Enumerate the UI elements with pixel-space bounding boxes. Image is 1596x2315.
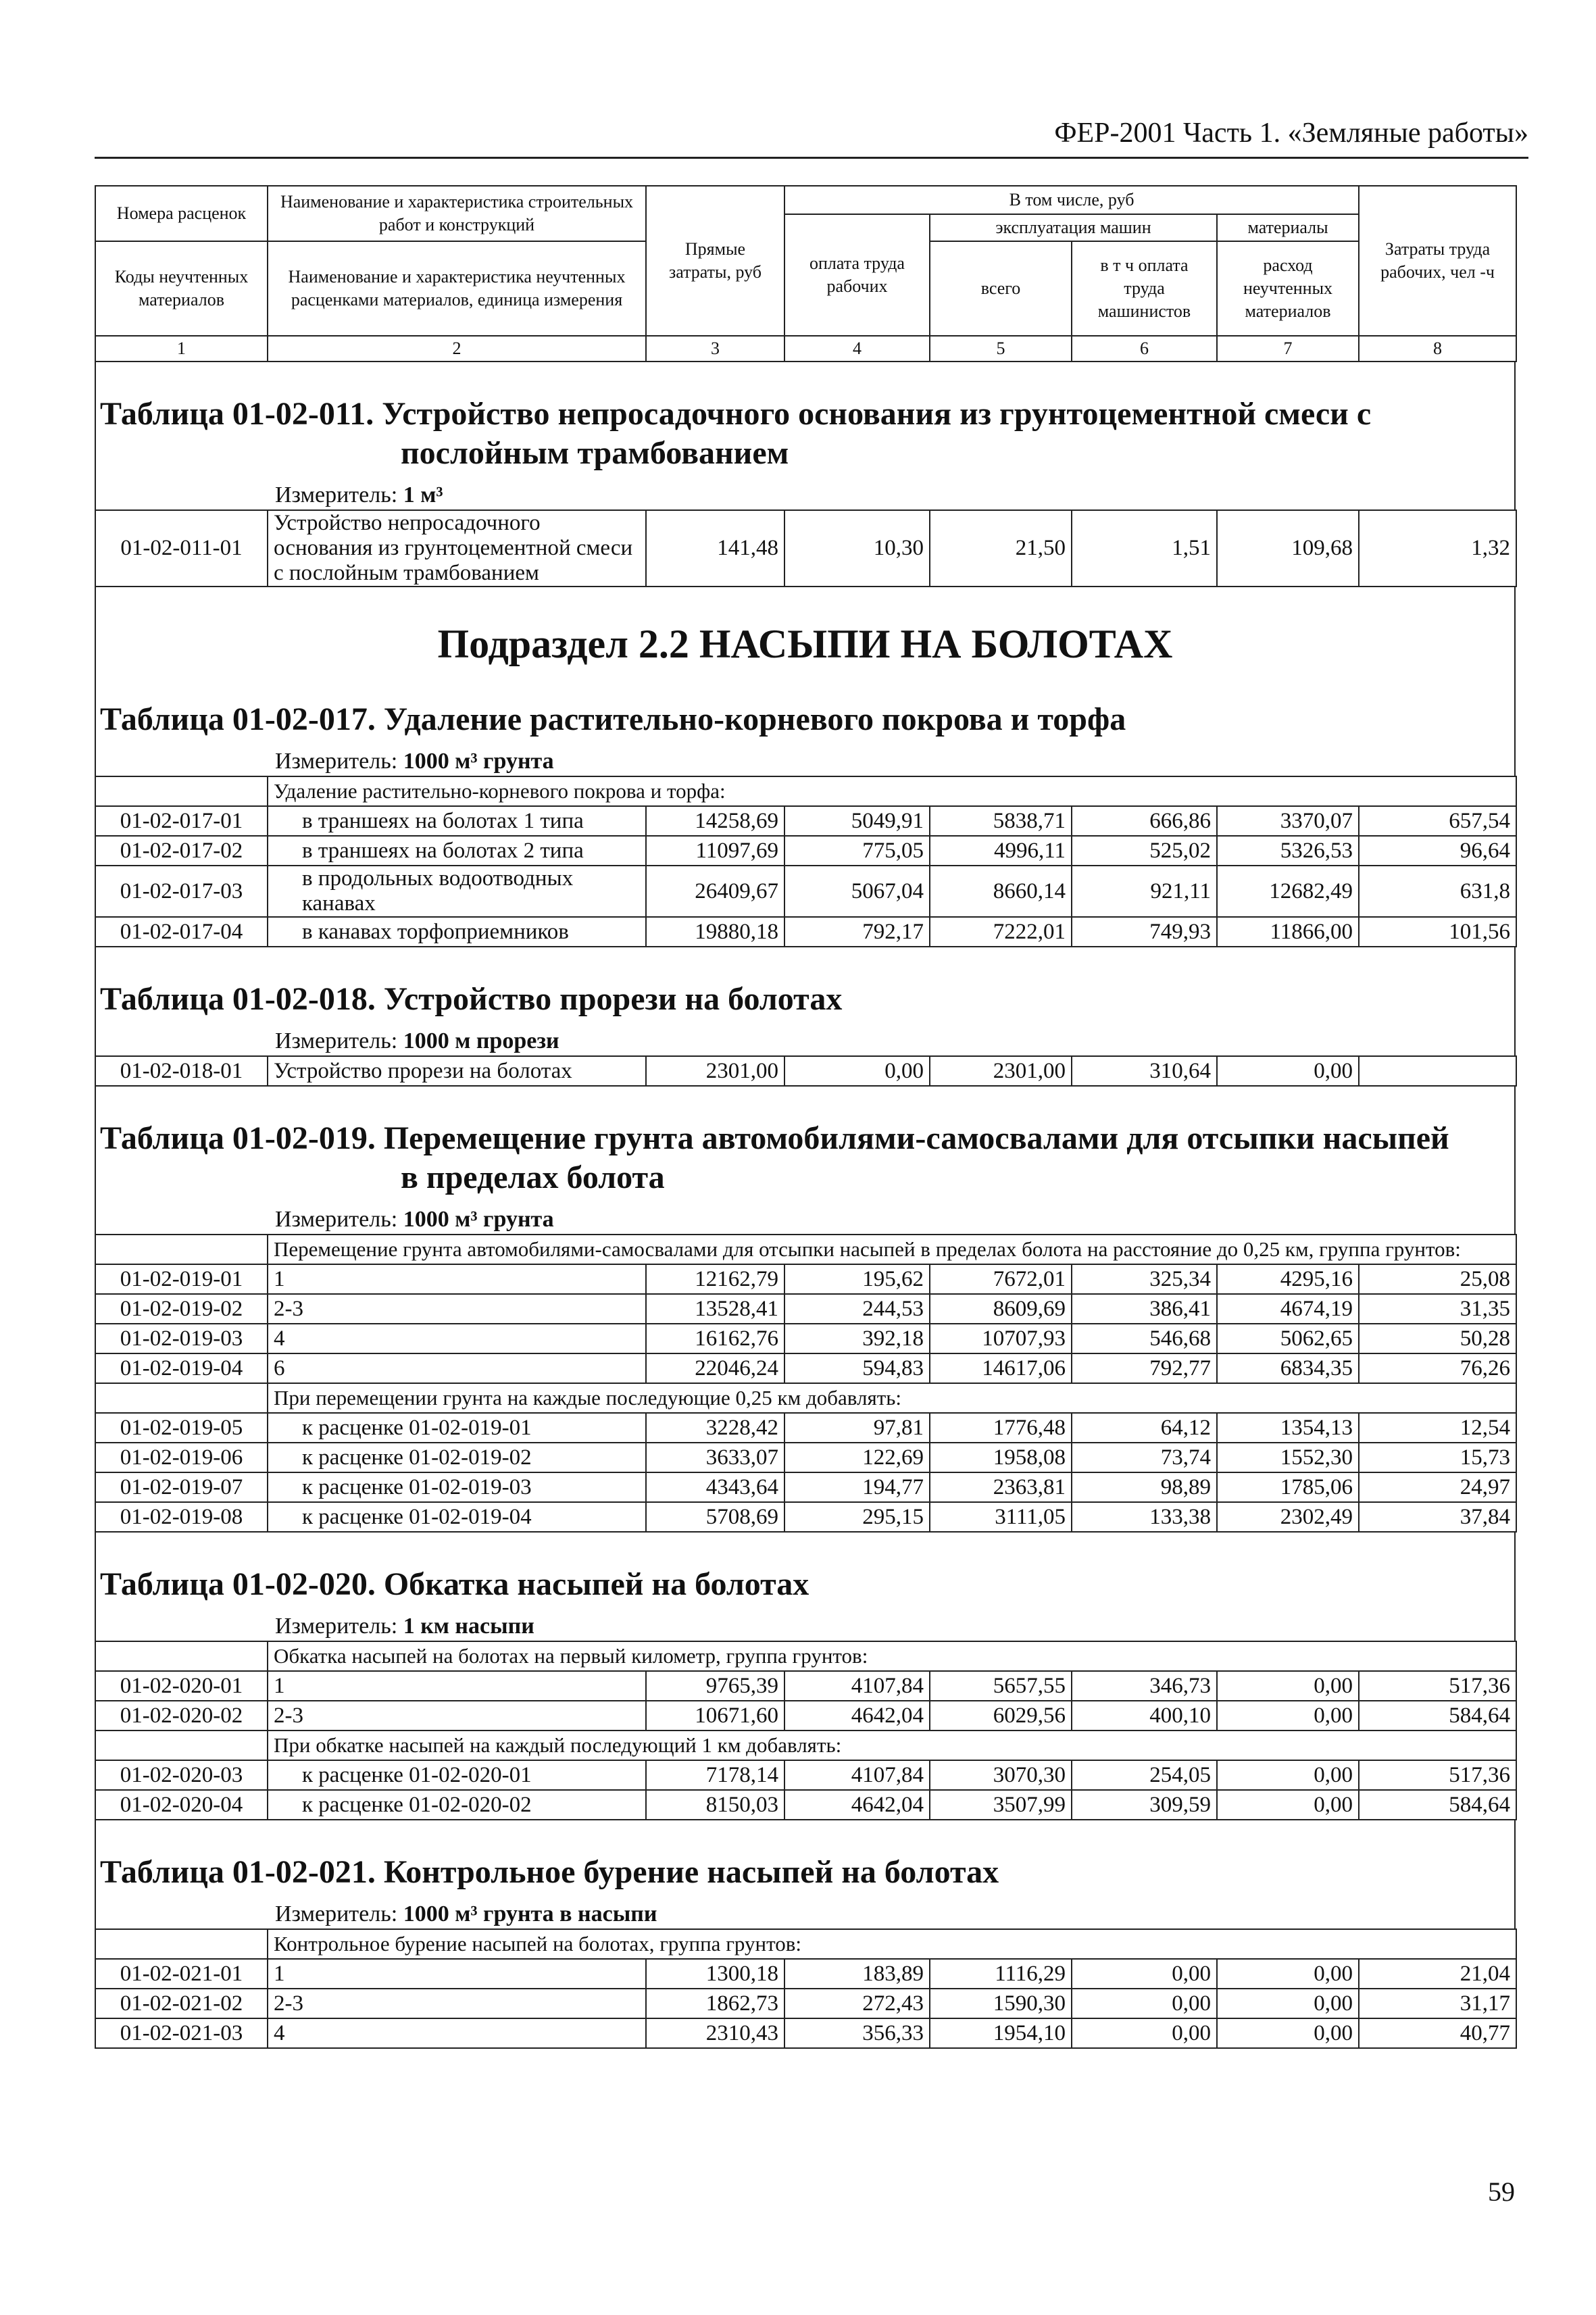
- cost-value: 346,73: [1072, 1671, 1217, 1701]
- work-name: 2-3: [268, 1701, 646, 1731]
- cost-value: 4107,84: [784, 1671, 930, 1701]
- group-title: Перемещение грунта автомобилями-самосвалами для отсыпки насыпей в пределах болота на расстояние до 0,25 км, группа грунтов:: [268, 1235, 1516, 1264]
- cost-value: 1,51: [1072, 510, 1217, 587]
- cost-value: 7178,14: [646, 1760, 784, 1790]
- cost-value: 97,81: [784, 1413, 930, 1443]
- work-name: к расценке 01-02-019-01: [268, 1413, 646, 1443]
- cost-value: 4343,64: [646, 1472, 784, 1502]
- measure-unit: Измеритель: 1000 м прорези: [275, 1028, 559, 1053]
- cost-value: 2301,00: [646, 1056, 784, 1086]
- col4-header: оплата труда рабочих: [784, 214, 930, 336]
- cost-value: 133,38: [1072, 1502, 1217, 1532]
- cost-value: 4107,84: [784, 1760, 930, 1790]
- col2-bottom-header: Наименование и характеристика неучтенных расценками материалов, единица измерения: [268, 241, 646, 336]
- col-number: 8: [1359, 336, 1516, 362]
- rate-code: 01-02-019-04: [95, 1353, 268, 1383]
- cost-value: 98,89: [1072, 1472, 1217, 1502]
- group-title: Контрольное бурение насыпей на болотах, группа грунтов:: [268, 1929, 1516, 1959]
- measure-unit: Измеритель: 1 м³: [275, 482, 443, 507]
- cost-value: 517,36: [1359, 1760, 1516, 1790]
- cost-value: 1785,06: [1217, 1472, 1359, 1502]
- group-row: [95, 1731, 1516, 1760]
- cost-value: 1552,30: [1217, 1443, 1359, 1472]
- cost-value: 310,64: [1072, 1056, 1217, 1086]
- rate-code: 01-02-020-02: [95, 1701, 268, 1731]
- cost-value: 1590,30: [930, 1989, 1072, 2018]
- rates-table: [95, 509, 1517, 587]
- table-row: [95, 2018, 1516, 2048]
- cost-value: 8609,69: [930, 1294, 1072, 1324]
- rate-code: 01-02-019-08: [95, 1502, 268, 1532]
- cost-value: 14617,06: [930, 1353, 1072, 1383]
- cost-value: 0,00: [1217, 1790, 1359, 1820]
- work-name: 1: [268, 1959, 646, 1989]
- cost-value: 2363,81: [930, 1472, 1072, 1502]
- cost-value: 792,17: [784, 917, 930, 947]
- table-row: [95, 1671, 1516, 1701]
- group-row: [95, 1929, 1516, 1959]
- cost-value: 13528,41: [646, 1294, 784, 1324]
- measure-unit: Измеритель: 1000 м³ грунта: [275, 1207, 554, 1232]
- cost-value: 5049,91: [784, 806, 930, 836]
- col-number: 6: [1072, 336, 1217, 362]
- cost-value: 0,00: [1217, 1959, 1359, 1989]
- section-t017: [95, 668, 1516, 776]
- rate-code: 01-02-019-05: [95, 1413, 268, 1443]
- cost-value: 295,15: [784, 1502, 930, 1532]
- col-number: 2: [268, 336, 646, 362]
- cost-value: 0,00: [1072, 1959, 1217, 1989]
- cost-value: 194,77: [784, 1472, 930, 1502]
- work-name: к расценке 01-02-019-04: [268, 1502, 646, 1532]
- cost-value: 11866,00: [1217, 917, 1359, 947]
- cost-value: 0,00: [1072, 1989, 1217, 2018]
- group-row: [95, 1641, 1516, 1671]
- table-title: Таблица 01-02-019. Перемещение грунта автомобилями-самосвалами для отсыпки насыпей в пределах болота: [100, 1120, 1449, 1195]
- cost-value: 76,26: [1359, 1353, 1516, 1383]
- rate-code: 01-02-018-01: [95, 1056, 268, 1086]
- cost-value: 26409,67: [646, 866, 784, 917]
- col-number: 4: [784, 336, 930, 362]
- rates-table: [95, 1234, 1517, 1533]
- work-name: в траншеях на болотах 2 типа: [268, 836, 646, 866]
- cost-value: 5657,55: [930, 1671, 1072, 1701]
- section-t011: [95, 362, 1516, 509]
- cost-value: 195,62: [784, 1264, 930, 1294]
- cost-value: 11097,69: [646, 836, 784, 866]
- rate-code: 01-02-020-03: [95, 1760, 268, 1790]
- cost-value: 40,77: [1359, 2018, 1516, 2048]
- cost-value: 325,34: [1072, 1264, 1217, 1294]
- subsection-block: [95, 587, 1516, 668]
- cost-value: 5838,71: [930, 806, 1072, 836]
- table-title: Таблица 01-02-018. Устройство прорези на болотах: [100, 981, 843, 1017]
- col1-bottom-header: Коды неучтенных материалов: [95, 241, 268, 336]
- measure-unit: Измеритель: 1 км насыпи: [275, 1614, 534, 1639]
- cost-value: 73,74: [1072, 1443, 1217, 1472]
- table-row: [95, 1959, 1516, 1989]
- group-title: При обкатке насыпей на каждый последующий 1 км добавлять:: [268, 1731, 1516, 1760]
- cost-value: 3228,42: [646, 1413, 784, 1443]
- cost-value: 141,48: [646, 510, 784, 587]
- cost-value: 0,00: [1217, 1760, 1359, 1790]
- section-t020: [95, 1533, 1516, 1641]
- table-row: [95, 1502, 1516, 1532]
- rate-code: 01-02-019-03: [95, 1324, 268, 1353]
- cost-value: 3507,99: [930, 1790, 1072, 1820]
- cost-value: 22046,24: [646, 1353, 784, 1383]
- work-name: в продольных водоотводных канавах: [268, 866, 646, 917]
- table-row: [95, 1324, 1516, 1353]
- cost-value: 4674,19: [1217, 1294, 1359, 1324]
- cost-value: 775,05: [784, 836, 930, 866]
- group-header: В том числе, руб: [784, 186, 1359, 214]
- cost-value: 392,18: [784, 1324, 930, 1353]
- table-row: [95, 1790, 1516, 1820]
- col-number: 5: [930, 336, 1072, 362]
- cost-value: 12,54: [1359, 1413, 1516, 1443]
- cost-value: 254,05: [1072, 1760, 1217, 1790]
- col8-header: Затраты труда рабочих, чел -ч: [1359, 186, 1516, 336]
- work-name: 1: [268, 1264, 646, 1294]
- cost-value: 15,73: [1359, 1443, 1516, 1472]
- cost-value: 1300,18: [646, 1959, 784, 1989]
- cost-value: 666,86: [1072, 806, 1217, 836]
- cost-value: 21,04: [1359, 1959, 1516, 1989]
- cost-value: 96,64: [1359, 836, 1516, 866]
- cost-value: 244,53: [784, 1294, 930, 1324]
- cost-value: 0,00: [1217, 2018, 1359, 2048]
- measure-unit: Измеритель: 1000 м³ грунта: [275, 749, 554, 774]
- cost-value: 4642,04: [784, 1790, 930, 1820]
- rate-code: 01-02-017-02: [95, 836, 268, 866]
- cost-value: 12682,49: [1217, 866, 1359, 917]
- table-row: [95, 1472, 1516, 1502]
- cost-value: 0,00: [1217, 1989, 1359, 2018]
- cost-value: 10707,93: [930, 1324, 1072, 1353]
- table-row: [95, 1989, 1516, 2018]
- cost-value: 9765,39: [646, 1671, 784, 1701]
- table-row: [95, 1413, 1516, 1443]
- cost-value: 1354,13: [1217, 1413, 1359, 1443]
- rate-code: 01-02-019-02: [95, 1294, 268, 1324]
- cost-value: 0,00: [1217, 1671, 1359, 1701]
- cost-value: 19880,18: [646, 917, 784, 947]
- col6-header: в т ч оплата труда машинистов: [1072, 241, 1217, 336]
- cost-value: 7222,01: [930, 917, 1072, 947]
- rate-code: 01-02-021-03: [95, 2018, 268, 2048]
- rate-code: 01-02-017-03: [95, 866, 268, 917]
- group-row: [95, 776, 1516, 806]
- work-name: в канавах торфоприемников: [268, 917, 646, 947]
- cost-value: 3111,05: [930, 1502, 1072, 1532]
- cost-value: 1954,10: [930, 2018, 1072, 2048]
- cost-value: 5708,69: [646, 1502, 784, 1532]
- work-name: к расценке 01-02-019-03: [268, 1472, 646, 1502]
- group-title: Обкатка насыпей на болотах на первый километр, группа грунтов:: [268, 1641, 1516, 1671]
- table-row: [95, 1701, 1516, 1731]
- cost-value: 525,02: [1072, 836, 1217, 866]
- running-header: ФЕР-2001 Часть 1. «Земляные работы»: [95, 116, 1528, 159]
- cost-value: 792,77: [1072, 1353, 1217, 1383]
- work-name: к расценке 01-02-020-02: [268, 1790, 646, 1820]
- cost-value: 5062,65: [1217, 1324, 1359, 1353]
- rates-table: [95, 1641, 1517, 1820]
- cost-value: 4996,11: [930, 836, 1072, 866]
- cost-value: 10671,60: [646, 1701, 784, 1731]
- cost-value: 1776,48: [930, 1413, 1072, 1443]
- rates-table: [95, 1928, 1517, 2049]
- cost-value: 657,54: [1359, 806, 1516, 836]
- cost-value: 31,35: [1359, 1294, 1516, 1324]
- cost-value: 546,68: [1072, 1324, 1217, 1353]
- work-name: 1: [268, 1671, 646, 1701]
- cost-value: 3370,07: [1217, 806, 1359, 836]
- group-title: При перемещении грунта на каждые последующие 0,25 км добавлять:: [268, 1383, 1516, 1413]
- cost-value: 0,00: [1217, 1056, 1359, 1086]
- cost-value: 21,50: [930, 510, 1072, 587]
- cost-value: 101,56: [1359, 917, 1516, 947]
- cost-value: 584,64: [1359, 1790, 1516, 1820]
- work-name: 2-3: [268, 1989, 646, 2018]
- col3-header: Прямые затраты, руб: [646, 186, 784, 336]
- cost-value: 272,43: [784, 1989, 930, 2018]
- section-t019: [95, 1087, 1516, 1234]
- table-row: [95, 917, 1516, 947]
- section-t018: [95, 947, 1516, 1055]
- cost-value: 37,84: [1359, 1502, 1516, 1532]
- table-row: [95, 806, 1516, 836]
- table-title: Таблица 01-02-017. Удаление растительно-корневого покрова и торфа: [100, 701, 1126, 737]
- cost-value: 31,17: [1359, 1989, 1516, 2018]
- col1-top-header: Номера расценок: [95, 186, 268, 241]
- work-name: 2-3: [268, 1294, 646, 1324]
- cost-value: 8150,03: [646, 1790, 784, 1820]
- cost-value: 109,68: [1217, 510, 1359, 587]
- work-name: 4: [268, 2018, 646, 2048]
- cost-value: 309,59: [1072, 1790, 1217, 1820]
- rate-code: 01-02-021-02: [95, 1989, 268, 2018]
- col5-header: всего: [930, 241, 1072, 336]
- section-t021: [95, 1820, 1516, 1928]
- cost-value: 1116,29: [930, 1959, 1072, 1989]
- group-title: Удаление растительно-корневого покрова и торфа:: [268, 776, 1516, 806]
- cost-value: 122,69: [784, 1443, 930, 1472]
- document-body: [95, 185, 1516, 2049]
- cost-value: 0,00: [784, 1056, 930, 1086]
- cost-value: 2310,43: [646, 2018, 784, 2048]
- work-name: Устройство непросадочного основания из грунтоцементной смеси с послойным трамбованием: [268, 510, 646, 587]
- rates-table: [95, 776, 1517, 947]
- sections-container: [95, 362, 1516, 2049]
- table-title: Таблица 01-02-011. Устройство непросадочного основания из грунтоцементной смеси с послойным трамбованием: [100, 396, 1372, 471]
- table-title: Таблица 01-02-021. Контрольное бурение насыпей на болотах: [100, 1854, 999, 1890]
- cost-value: 4642,04: [784, 1701, 930, 1731]
- cost-value: 6834,35: [1217, 1353, 1359, 1383]
- rate-code: 01-02-017-01: [95, 806, 268, 836]
- cost-value: 4295,16: [1217, 1264, 1359, 1294]
- cost-value: 14258,69: [646, 806, 784, 836]
- rate-code: 01-02-020-04: [95, 1790, 268, 1820]
- page-number: 59: [1488, 2176, 1515, 2207]
- table-row: [95, 836, 1516, 866]
- cost-value: 2302,49: [1217, 1502, 1359, 1532]
- cost-value: 356,33: [784, 2018, 930, 2048]
- cost-value: [1359, 1056, 1516, 1086]
- cost-value: 517,36: [1359, 1671, 1516, 1701]
- cost-value: 400,10: [1072, 1701, 1217, 1731]
- rates-table: [95, 1055, 1517, 1087]
- col-number: 1: [95, 336, 268, 362]
- rate-code: 01-02-019-01: [95, 1264, 268, 1294]
- rate-code: 01-02-019-07: [95, 1472, 268, 1502]
- machines-header: эксплуатация машин: [930, 214, 1217, 241]
- measure-unit: Измеритель: 1000 м³ грунта в насыпи: [275, 1901, 657, 1926]
- cost-value: 12162,79: [646, 1264, 784, 1294]
- cost-value: 1958,08: [930, 1443, 1072, 1472]
- col2-top-header: Наименование и характеристика строительных работ и конструкций: [268, 186, 646, 241]
- table-row: [95, 1443, 1516, 1472]
- table-row: [95, 866, 1516, 917]
- cost-value: 584,64: [1359, 1701, 1516, 1731]
- table-row: [95, 1760, 1516, 1790]
- cost-value: 921,11: [1072, 866, 1217, 917]
- cost-value: 183,89: [784, 1959, 930, 1989]
- rate-code: 01-02-019-06: [95, 1443, 268, 1472]
- table-row: [95, 1056, 1516, 1086]
- cost-value: 8660,14: [930, 866, 1072, 917]
- cost-value: 749,93: [1072, 917, 1217, 947]
- table-title: Таблица 01-02-020. Обкатка насыпей на болотах: [100, 1566, 809, 1602]
- cost-value: 594,83: [784, 1353, 930, 1383]
- cost-value: 6029,56: [930, 1701, 1072, 1731]
- table-row: [95, 1264, 1516, 1294]
- table-row: [95, 510, 1516, 587]
- cost-value: 2301,00: [930, 1056, 1072, 1086]
- rate-code: 01-02-017-04: [95, 917, 268, 947]
- cost-value: 25,08: [1359, 1264, 1516, 1294]
- rate-code: 01-02-020-01: [95, 1671, 268, 1701]
- cost-value: 64,12: [1072, 1413, 1217, 1443]
- cost-value: 1862,73: [646, 1989, 784, 2018]
- col-number: 7: [1217, 336, 1359, 362]
- cost-value: 24,97: [1359, 1472, 1516, 1502]
- cost-value: 5326,53: [1217, 836, 1359, 866]
- work-name: к расценке 01-02-020-01: [268, 1760, 646, 1790]
- cost-value: 3633,07: [646, 1443, 784, 1472]
- table-row: [95, 1294, 1516, 1324]
- work-name: Устройство прорези на болотах: [268, 1056, 646, 1086]
- work-name: к расценке 01-02-019-02: [268, 1443, 646, 1472]
- cost-value: 50,28: [1359, 1324, 1516, 1353]
- cost-value: 10,30: [784, 510, 930, 587]
- group-row: [95, 1383, 1516, 1413]
- cost-value: 386,41: [1072, 1294, 1217, 1324]
- cost-value: 0,00: [1072, 2018, 1217, 2048]
- materials-header: материалы: [1217, 214, 1359, 241]
- group-row: [95, 1235, 1516, 1264]
- table-row: [95, 1353, 1516, 1383]
- rate-code: 01-02-021-01: [95, 1959, 268, 1989]
- cost-value: 16162,76: [646, 1324, 784, 1353]
- cost-value: 5067,04: [784, 866, 930, 917]
- work-name: 6: [268, 1353, 646, 1383]
- column-header-table: [95, 185, 1517, 362]
- cost-value: 3070,30: [930, 1760, 1072, 1790]
- work-name: в траншеях на болотах 1 типа: [268, 806, 646, 836]
- cost-value: 631,8: [1359, 866, 1516, 917]
- work-name: 4: [268, 1324, 646, 1353]
- rate-code: 01-02-011-01: [95, 510, 268, 587]
- subsection-title: Подраздел 2.2 НАСЫПИ НА БОЛОТАХ: [437, 622, 1173, 666]
- cost-value: 1,32: [1359, 510, 1516, 587]
- cost-value: 7672,01: [930, 1264, 1072, 1294]
- col-number: 3: [646, 336, 784, 362]
- col7-header: расход неучтенных материалов: [1217, 241, 1359, 336]
- cost-value: 0,00: [1217, 1701, 1359, 1731]
